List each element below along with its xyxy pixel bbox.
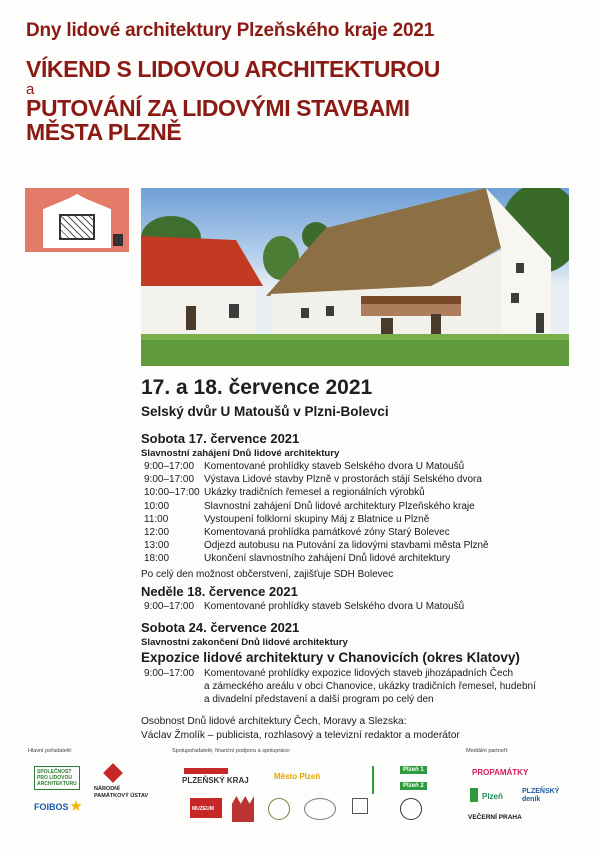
- schedule-desc: Výstava Lidové stavby Plzně v prostorách stájí Selského dvora: [204, 474, 482, 486]
- schedule-row: [141, 500, 591, 513]
- spolek-logo: SPOLEČNOST PRO LIDOVOU ARCHITEKTURU: [34, 766, 80, 790]
- schedule-row-cont: [141, 693, 591, 706]
- schedule-row: [141, 526, 591, 539]
- day2-heading: Neděle 18. července 2021: [141, 583, 298, 599]
- schedule-desc: Ukázky tradičních řemesel a regionálních výrobků: [204, 487, 425, 499]
- obvod1-badge: Plzeň 1: [400, 766, 427, 774]
- balcony: [361, 296, 461, 304]
- schedule-time: 9:00–17:00: [144, 474, 195, 486]
- media-partners-label: Mediální partneři:: [466, 748, 509, 754]
- plzensky-kraj-logo: PLZEŇSKÝ KRAJ: [182, 776, 249, 785]
- schedule-row: [141, 552, 591, 565]
- schedule-row: [141, 486, 591, 499]
- day1-schedule: [141, 460, 591, 566]
- mini-house-icon: [113, 234, 123, 246]
- day3-heading: Sobota 24. července 2021: [141, 620, 300, 636]
- schedule-row: [141, 667, 591, 680]
- farmstead-photo: [141, 188, 569, 366]
- schedule-time: 10:00–17:00: [144, 487, 200, 499]
- muzeum-logo: MUZEUM: [192, 806, 214, 812]
- schedule-desc: Ukončení slavnostního zahájení Dnů lidové architektury: [204, 553, 451, 565]
- event-date: 17. a 18. července 2021: [141, 376, 373, 399]
- event-series-title: Dny lidové architektury Plzeňského kraje 2021: [26, 20, 435, 41]
- schedule-row: [141, 539, 591, 552]
- schedule-desc: Odjezd autobusu na Putování za lidovými stavbami města Plzně: [204, 540, 489, 552]
- schedule-time: 18:00: [144, 553, 170, 565]
- expo-title: Expozice lidové architektury v Chanovicích (okres Klatovy): [141, 650, 520, 666]
- schedule-time: 13:00: [144, 540, 170, 552]
- day1-heading: Sobota 17. července 2021: [141, 431, 300, 446]
- schedule-desc: Slavnostní zahájení Dnů lidové architektury Plzeňského kraje: [204, 500, 475, 512]
- schedule-row: [141, 473, 591, 486]
- npu-icon: [103, 763, 123, 783]
- title-conjunction: a: [26, 81, 35, 98]
- main-organizers-label: Hlavní pořadatelé:: [28, 748, 73, 754]
- schedule-desc: Komentované prohlídky staveb Selského dvora U Matoušů: [204, 600, 465, 612]
- schedule-row: [141, 600, 591, 613]
- vecerni-praha-logo: VEČERNÍ PRAHA: [468, 814, 522, 821]
- castle-icon: [232, 796, 254, 822]
- museum-building-icon: [352, 798, 368, 814]
- folk-architecture-logo: [25, 188, 129, 252]
- schedule-time: 12:00: [144, 527, 170, 539]
- header: [26, 20, 586, 146]
- schedule-row-cont: [141, 680, 591, 693]
- event-venue: Selský dvůr U Matoušů v Plzni-Bolevci: [141, 404, 389, 419]
- schedule-time: 9:00–17:00: [144, 600, 195, 612]
- main-title-line1: VÍKEND S LIDOVOU ARCHITEKTUROU: [26, 56, 440, 82]
- schedule-time: 11:00: [144, 513, 169, 525]
- schedule-time: 9:00–17:00: [144, 461, 195, 472]
- main-title-line3: MĚSTA PLZNĚ: [26, 119, 182, 145]
- schedule-time: 10:00: [144, 500, 170, 512]
- foibos-logo: FOIBOS: [34, 802, 69, 812]
- mesto-plzen-logo: Město Plzeň: [274, 772, 321, 781]
- farmstead-illustration: [141, 188, 569, 366]
- main-title-line2: PUTOVÁNÍ ZA LIDOVÝMI STAVBAMI: [26, 95, 410, 121]
- programme: [141, 428, 591, 743]
- day1-note: Po celý den možnost občerstvení, zajišťuje SDH Bolevec: [141, 568, 394, 580]
- schedule-row: [141, 513, 591, 526]
- day1-subheading: Slavnostní zahájení Dnů lidové architektury: [141, 448, 340, 459]
- plzen-icon: [470, 788, 478, 802]
- kraj-emblem-icon: [184, 768, 228, 774]
- schedule-row: [141, 460, 591, 473]
- day2-schedule: [141, 600, 591, 613]
- red-roof: [141, 236, 263, 286]
- schedule-desc: a divadelní představení a další program po celý den: [204, 694, 434, 706]
- propamatky-logo: PROPAMÁTKY: [472, 768, 529, 777]
- schedule-desc: a zámeckého areálu v obci Chanovice, ukázky tradičních řemesel, hudební: [204, 681, 536, 693]
- round-emblem-icon: [400, 798, 422, 820]
- schedule-desc: Komentované prohlídky expozice lidových staveb jihozápadních Čech: [204, 668, 514, 680]
- personality-block: [141, 715, 591, 743]
- crest-icon: [268, 798, 290, 820]
- obvod2-badge: Plzeň 2: [400, 782, 427, 790]
- schedule-desc: Vystoupení folklorní skupiny Máj z Blatnice u Plzně: [204, 513, 430, 525]
- schedule-desc: Komentovaná prohlídka památkové zóny Starý Bolevec: [204, 527, 450, 539]
- plzen-logo: Plzeň: [482, 792, 503, 801]
- star-icon: [70, 800, 82, 812]
- seal-icon: [304, 798, 336, 820]
- partners-footer: [22, 746, 582, 846]
- denik-logo: PLZEŇSKÝ deník: [522, 788, 560, 803]
- personality-line2: Václav Žmolík – publicista, rozhlasový a televizní redaktor a moderátor: [141, 729, 460, 741]
- timber-frame-icon: [59, 214, 95, 240]
- event-summary: [141, 376, 591, 419]
- npu-logo: NÁRODNÍ PAMÁTKOVÝ ÚSTAV: [94, 786, 149, 799]
- obvod-label-icon: [372, 766, 396, 794]
- schedule-time: 9:00–17:00: [144, 668, 195, 680]
- coorganizers-label: Spolupořadatelé, finanční podpora a spolupráce:: [172, 748, 291, 754]
- schedule-desc: Komentované prohlídky staveb Selského dvora U Matoušů: [204, 461, 465, 472]
- personality-line1: Osobnost Dnů lidové architektury Čech, Moravy a Slezska:: [141, 715, 407, 727]
- day3-subheading: Slavnostní zakončení Dnů lidové architektury: [141, 637, 348, 649]
